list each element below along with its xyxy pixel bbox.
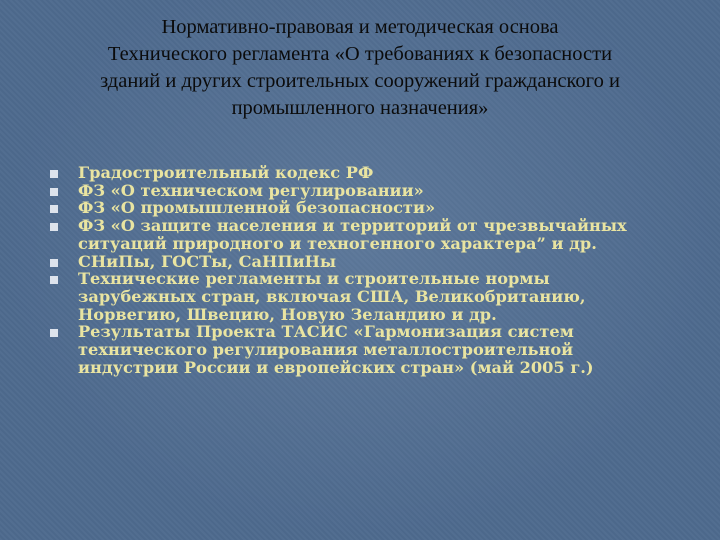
bullet-list [48, 164, 688, 376]
square-bullet-icon [50, 259, 58, 267]
list-item [48, 199, 688, 217]
list-item-text: Результаты Проекта ТАСИС «Гармонизация систем [78, 322, 574, 342]
list-item-text: ФЗ «О защите населения и территорий от чрезвычайных [78, 216, 627, 236]
square-bullet-icon [50, 329, 58, 337]
list-item-text: технического регулирования металлостроительной [78, 340, 574, 360]
title-line: промышленного назначения» [231, 97, 489, 119]
list-item-text: СНиПы, ГОСТы, СаНПиНы [78, 251, 337, 271]
list-item [48, 253, 688, 271]
list-item-text: Градостроительный кодекс РФ [78, 163, 374, 182]
list-item-text: зарубежных стран, включая США, Великобританию, [78, 286, 586, 306]
list-item [48, 270, 688, 323]
list-item-text: ФЗ «О промышленной безопасности» [78, 198, 436, 218]
list-item [48, 217, 688, 252]
list-item-text: ситуаций природного и техногенного характера” и др. [78, 233, 597, 253]
square-bullet-icon [50, 276, 58, 284]
square-bullet-icon [50, 170, 58, 178]
title-line: Технического регламента «О требованиях к безопасности [107, 43, 613, 65]
slide-title [20, 14, 700, 122]
square-bullet-icon [50, 188, 58, 196]
title-line: Нормативно-правовая и методическая основа [161, 16, 559, 38]
list-item [48, 164, 688, 182]
title-line: зданий и других строительных сооружений гражданского и [100, 70, 620, 92]
list-item [48, 323, 688, 376]
square-bullet-icon [50, 223, 58, 231]
square-bullet-icon [50, 205, 58, 213]
list-item-text: Норвегию, Швецию, Новую Зеландию и др. [78, 304, 497, 324]
list-item-text: Технические регламенты и строительные нормы [78, 269, 550, 289]
list-item [48, 182, 688, 200]
list-item-text: ФЗ «О техническом регулировании» [78, 180, 424, 200]
list-item-text: индустрии России и европейских стран» (май 2005 г.) [78, 357, 594, 377]
